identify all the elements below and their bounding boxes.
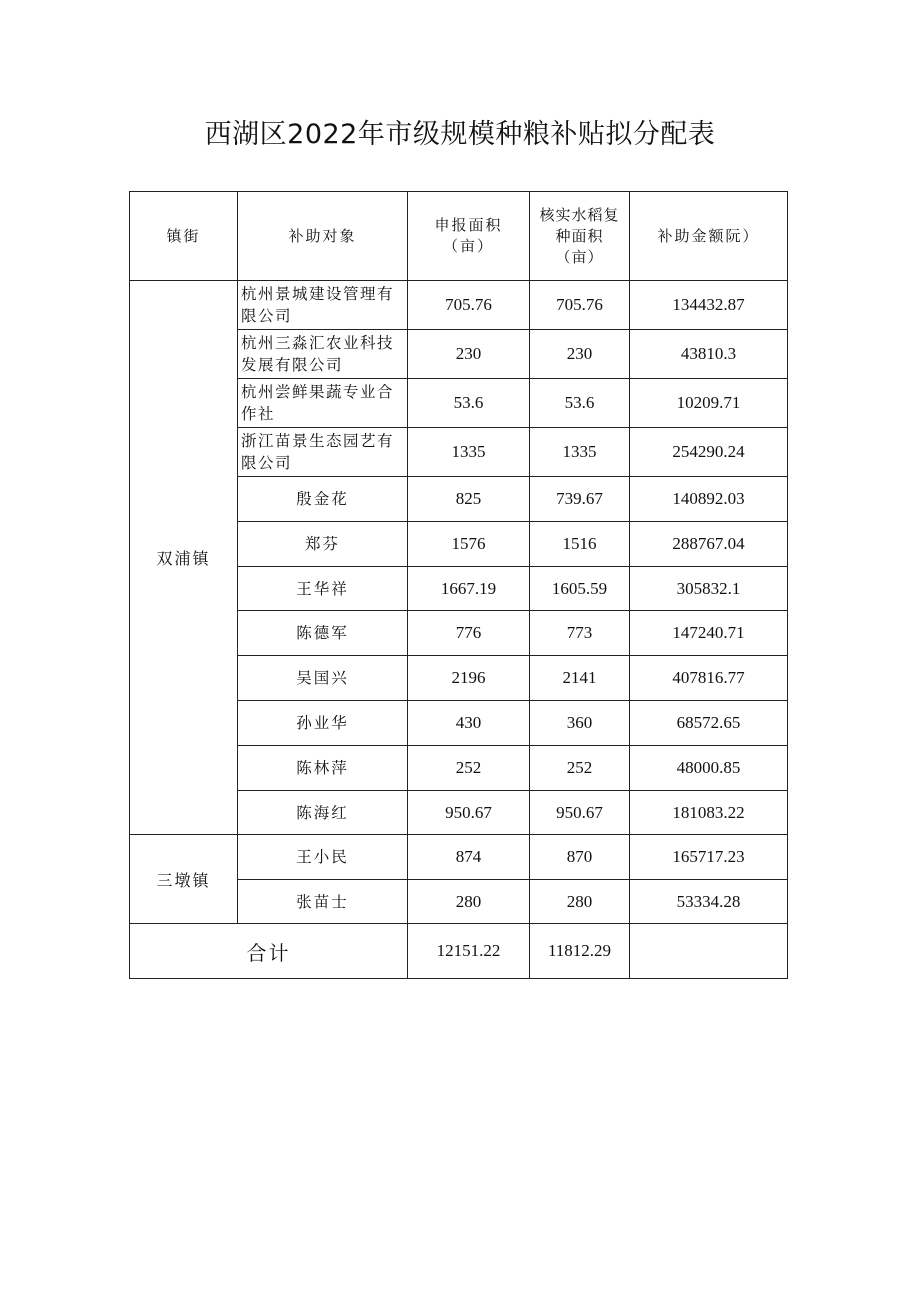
object-cell: 杭州景城建设管理有限公司: [238, 281, 408, 330]
subsidy-allocation-table: [129, 191, 788, 979]
amount-cell: 43810.3: [630, 330, 788, 379]
verified-cell: 870: [530, 835, 630, 880]
header-object: 补助对象: [238, 192, 408, 281]
header-declared-area: [408, 192, 530, 281]
declared-cell: 825: [408, 477, 530, 522]
object-cell: 孙业华: [238, 701, 408, 746]
page-title: 西湖区2022年市级规模种粮补贴拟分配表: [204, 119, 716, 150]
object-cell: 殷金花: [238, 477, 408, 522]
verified-cell: 252: [530, 746, 630, 791]
object-cell: 王小民: [238, 835, 408, 880]
object-cell: 郑芬: [238, 522, 408, 567]
total-row: [130, 924, 788, 979]
verified-cell: 1335: [530, 428, 630, 477]
header-verified-line3: （亩）: [555, 247, 604, 266]
town-cell: 双浦镇: [130, 281, 238, 835]
object-cell: 王华祥: [238, 567, 408, 611]
declared-cell: 2196: [408, 656, 530, 701]
verified-cell: 53.6: [530, 379, 630, 428]
declared-cell: 950.67: [408, 791, 530, 835]
declared-cell: 230: [408, 330, 530, 379]
total-verified-cell: 11812.29: [530, 924, 630, 979]
declared-cell: 252: [408, 746, 530, 791]
object-cell: 浙江苗景生态园艺有限公司: [238, 428, 408, 477]
amount-cell: 53334.28: [630, 880, 788, 924]
declared-cell: 1576: [408, 522, 530, 567]
table-row: [130, 281, 788, 330]
object-cell: 杭州三淼汇农业科技发展有限公司: [238, 330, 408, 379]
verified-cell: 1516: [530, 522, 630, 567]
object-cell: 张苗士: [238, 880, 408, 924]
amount-cell: 10209.71: [630, 379, 788, 428]
header-row: [130, 192, 788, 281]
header-town: 镇街: [130, 192, 238, 281]
header-declared-line2: （亩）: [442, 237, 494, 255]
header-verified-area: [530, 192, 630, 281]
total-label: 合计: [130, 924, 408, 979]
object-cell: 陈德军: [238, 611, 408, 656]
total-declared-cell: 12151.22: [408, 924, 530, 979]
amount-cell: 140892.03: [630, 477, 788, 522]
declared-cell: 280: [408, 880, 530, 924]
declared-cell: 1335: [408, 428, 530, 477]
verified-cell: 360: [530, 701, 630, 746]
verified-cell: 950.67: [530, 791, 630, 835]
amount-cell: 181083.22: [630, 791, 788, 835]
verified-cell: 2141: [530, 656, 630, 701]
verified-cell: 230: [530, 330, 630, 379]
amount-cell: 134432.87: [630, 281, 788, 330]
declared-cell: 705.76: [408, 281, 530, 330]
declared-cell: 776: [408, 611, 530, 656]
header-verified-line2: 种面积: [555, 226, 604, 245]
amount-cell: 288767.04: [630, 522, 788, 567]
amount-cell: 254290.24: [630, 428, 788, 477]
object-cell: 陈海红: [238, 791, 408, 835]
object-cell: 陈林萍: [238, 746, 408, 791]
total-amount-cell: [630, 924, 788, 979]
verified-cell: 773: [530, 611, 630, 656]
header-declared-line1: 申报面积: [434, 216, 503, 234]
declared-cell: 1667.19: [408, 567, 530, 611]
amount-cell: 305832.1: [630, 567, 788, 611]
verified-cell: 705.76: [530, 281, 630, 330]
amount-cell: 147240.71: [630, 611, 788, 656]
amount-cell: 48000.85: [630, 746, 788, 791]
header-amount: 补助金额阮）: [630, 192, 788, 281]
object-cell: 吴国兴: [238, 656, 408, 701]
verified-cell: 1605.59: [530, 567, 630, 611]
amount-cell: 68572.65: [630, 701, 788, 746]
declared-cell: 53.6: [408, 379, 530, 428]
amount-cell: 407816.77: [630, 656, 788, 701]
town-cell: 三墩镇: [130, 835, 238, 924]
amount-cell: 165717.23: [630, 835, 788, 880]
table-row: [130, 835, 788, 880]
object-cell: 杭州尝鲜果蔬专业合作社: [238, 379, 408, 428]
declared-cell: 874: [408, 835, 530, 880]
declared-cell: 430: [408, 701, 530, 746]
verified-cell: 280: [530, 880, 630, 924]
header-verified-line1: 核实水稻复: [539, 205, 620, 224]
verified-cell: 739.67: [530, 477, 630, 522]
